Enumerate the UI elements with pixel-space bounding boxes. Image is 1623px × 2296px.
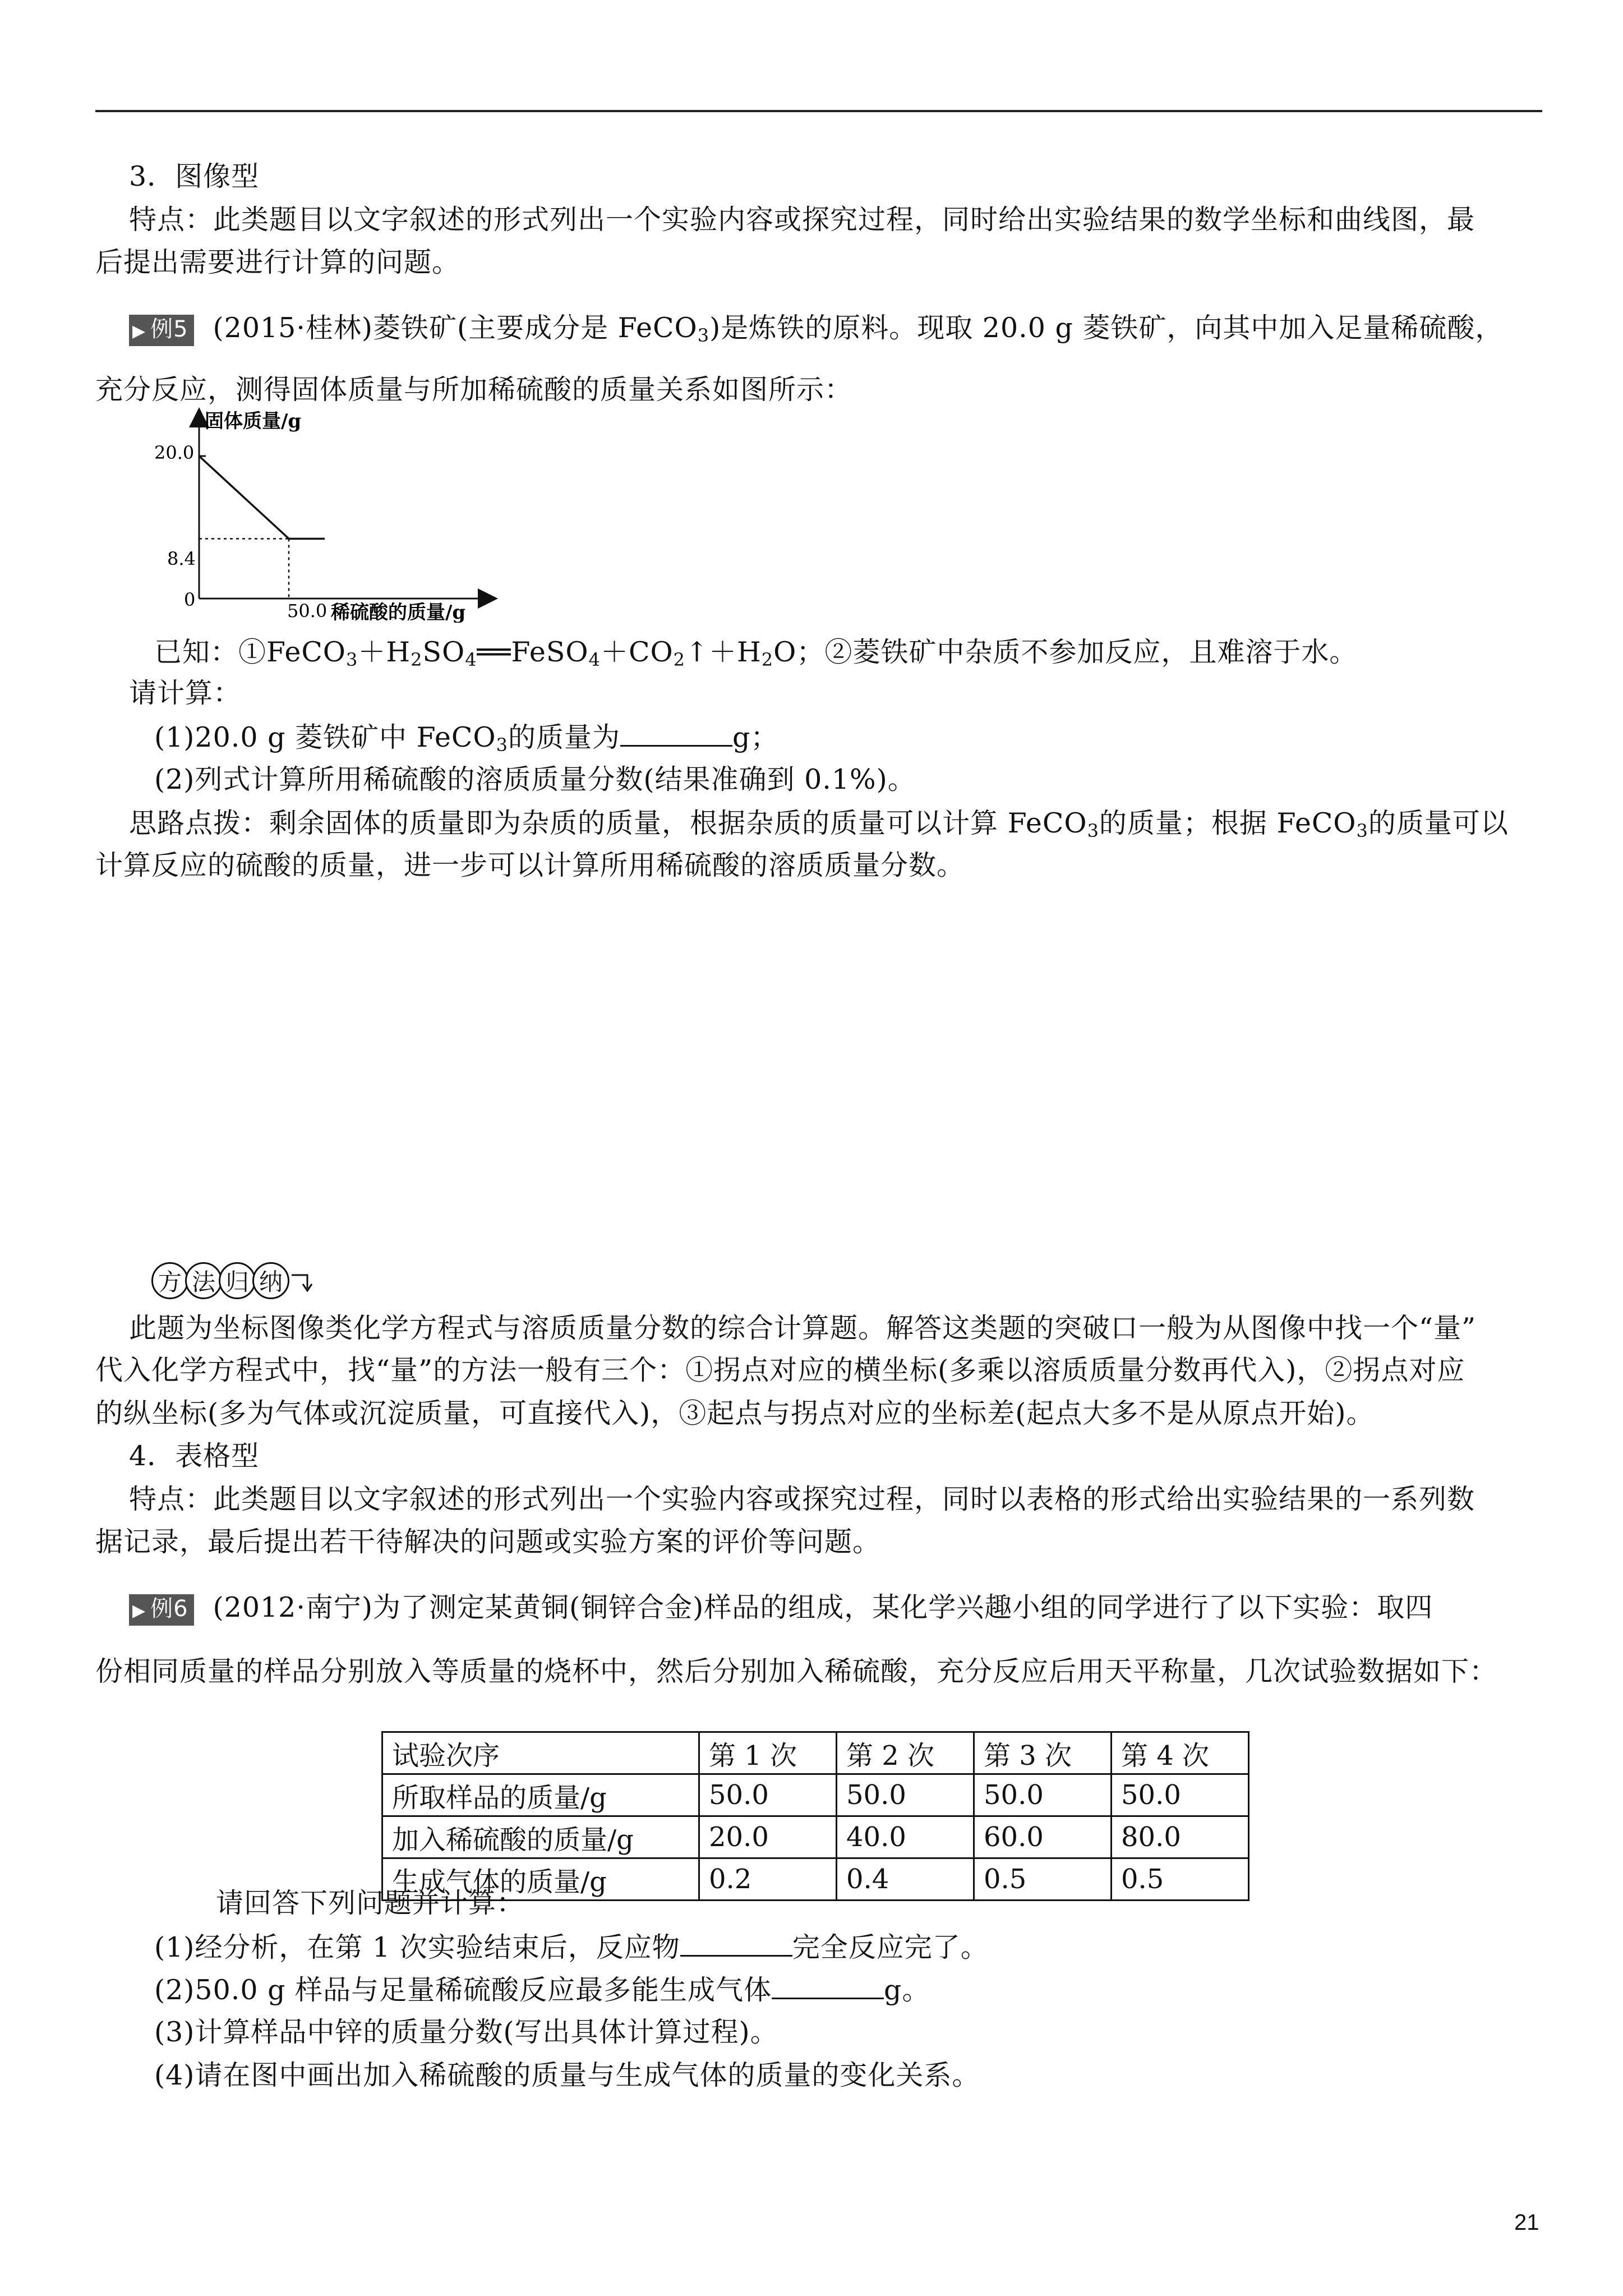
answer-blank[interactable] [772, 1975, 884, 1999]
table-cell: 生成气体的质量/g [382, 1858, 699, 1901]
table-cell: 0.2 [699, 1858, 837, 1901]
table-cell: 20.0 [699, 1816, 837, 1858]
example5-hint-line2: 计算反应的硫酸的质量，进一步可以计算所用稀硫酸的溶质质量分数。 [95, 849, 965, 881]
example5-ask: 请计算： [129, 677, 242, 709]
chart-x-tick-50: 50.0 [287, 600, 328, 622]
example6-question1: (1)经分析，在第 1 次实验结束后，反应物 完全反应完了。 [154, 1931, 989, 1963]
section4-feature-line2: 据记录，最后提出若干待解决的问题或实验方案的评价等问题。 [95, 1526, 881, 1558]
table-header-row [382, 1732, 1249, 1774]
table-header-cell: 第 4 次 [1112, 1732, 1249, 1774]
table-cell: 50.0 [699, 1774, 837, 1816]
chart-x-axis-label: 稀硫酸的质量/g [331, 601, 466, 623]
chart-y-tick-20: 20.0 [154, 442, 195, 463]
table-cell: 50.0 [1112, 1774, 1249, 1816]
table-cell: 0.4 [837, 1858, 974, 1901]
table-cell: 所取样品的质量/g [382, 1774, 699, 1816]
table-header-cell: 第 1 次 [699, 1732, 837, 1774]
section4-heading: 4．表格型 [129, 1440, 260, 1472]
play-icon: ▶ [132, 1600, 146, 1621]
page-number: 21 [1514, 2210, 1539, 2235]
method-char: 方 [151, 1262, 188, 1299]
example6-intro-line2: 份相同质量的样品分别放入等质量的烧杯中，然后分别加入稀硫酸，充分反应后用天平称量，几次试验数据如下： [95, 1655, 1498, 1687]
method-line3: 的纵坐标(多为气体或沉淀质量，可直接代入)，③起点与拐点对应的坐标差(起点大多不是从原点开始)。 [95, 1397, 1375, 1429]
table-cell: 0.5 [1112, 1858, 1249, 1901]
method-char: 纳 [252, 1262, 289, 1299]
example5-question1: (1)20.0 g 菱铁矿中 FeCO$_3$的质量为 g； [154, 721, 779, 756]
method-summary-title [151, 1261, 313, 1300]
example5-intro-line2: 充分反应，测得固体质量与所加稀硫酸的质量关系如图所示： [95, 374, 853, 406]
section3-feature-line1: 特点：此类题目以文字叙述的形式列出一个实验内容或探究过程，同时给出实验结果的数学坐标和曲线图，最 [129, 204, 1476, 236]
section4-feature-line1: 特点：此类题目以文字叙述的形式列出一个实验内容或探究过程，同时以表格的形式给出实验结果的一系列数 [129, 1483, 1476, 1515]
table-header-cell: 第 2 次 [837, 1732, 974, 1774]
table-cell: 50.0 [974, 1774, 1112, 1816]
method-line2: 代入化学方程式中，找“量”的方法一般有三个：①拐点对应的横坐标(多乘以溶质质量分数再代入)，②拐点对应 [95, 1354, 1465, 1386]
method-line1: 此题为坐标图像类化学方程式与溶质质量分数的综合计算题。解答这类题的突破口一般为从图像中找一个“量” [129, 1312, 1477, 1344]
answer-blank[interactable] [620, 723, 732, 747]
example5-question2: (2)列式计算所用稀硫酸的溶质质量分数(结果准确到 0.1%)。 [154, 763, 916, 795]
table-cell: 50.0 [837, 1774, 974, 1816]
answer-blank[interactable] [680, 1932, 792, 1957]
table-cell: 加入稀硫酸的质量/g [382, 1816, 699, 1858]
table-cell: 60.0 [974, 1816, 1112, 1858]
example5-badge: ▶ 例5 [129, 315, 194, 346]
method-char: 法 [185, 1262, 222, 1299]
example5-chart [140, 404, 505, 623]
chart-origin-label: 0 [184, 589, 196, 610]
table-header-cell: 第 3 次 [974, 1732, 1112, 1774]
example5-hint-line1: 思路点拨：剩余固体的质量即为杂质的质量，根据杂质的质量可以计算 FeCO$_3$的质量；根据 FeCO$_3$的质量可以 [129, 807, 1509, 841]
example6-intro-line1: ▶ 例6 (2012·南宁)为了测定某黄铜(铜锌合金)样品的组成，某化学兴趣小组的同学进行了以下实验：取四 [129, 1591, 1433, 1626]
section3-heading: 3．图像型 [129, 160, 260, 192]
example5-intro-line1: ▶ 例5 (2015·桂林)菱铁矿(主要成分是 FeCO$_3$)是炼铁的原料。现取 20.0 g 菱铁矿，向其中加入足量稀硫酸， [129, 311, 1503, 352]
chart-y-tick-8-4: 8.4 [167, 548, 196, 569]
chart-y-axis-label: 固体质量/g [205, 410, 302, 432]
example6-question4: (4)请在图中画出加入稀硫酸的质量与生成气体的质量的变化关系。 [154, 2059, 980, 2091]
play-icon: ▶ [132, 321, 146, 341]
method-char: 归 [219, 1262, 256, 1299]
down-arrow-icon [291, 1269, 313, 1292]
example6-question2: (2)50.0 g 样品与足量稀硫酸反应最多能生成气体 g。 [154, 1974, 930, 2006]
header-rule [95, 110, 1542, 112]
table-header-cell: 试验次序 [382, 1732, 699, 1774]
table-cell: 0.5 [974, 1858, 1112, 1901]
table-cell: 80.0 [1112, 1816, 1249, 1858]
section3-feature-line2: 后提出需要进行计算的问题。 [95, 246, 460, 278]
example6-badge: ▶ 例6 [129, 1594, 194, 1626]
example5-known: 已知：$①FeCO_3+H_2SO_4══FeSO_4+CO_2↑+H_2O$；②菱铁矿中杂质不参加反应，且难溶于水。 [154, 636, 1358, 670]
table-row [382, 1816, 1249, 1858]
experiment-table [381, 1731, 1249, 1901]
example6-ask: 请回答下列问题并计算： [216, 1887, 525, 1919]
example6-question3: (3)计算样品中锌的质量分数(写出具体计算过程)。 [154, 2016, 778, 2048]
table-cell: 40.0 [837, 1816, 974, 1858]
table-row [382, 1774, 1249, 1816]
chart-series-line [199, 456, 325, 539]
